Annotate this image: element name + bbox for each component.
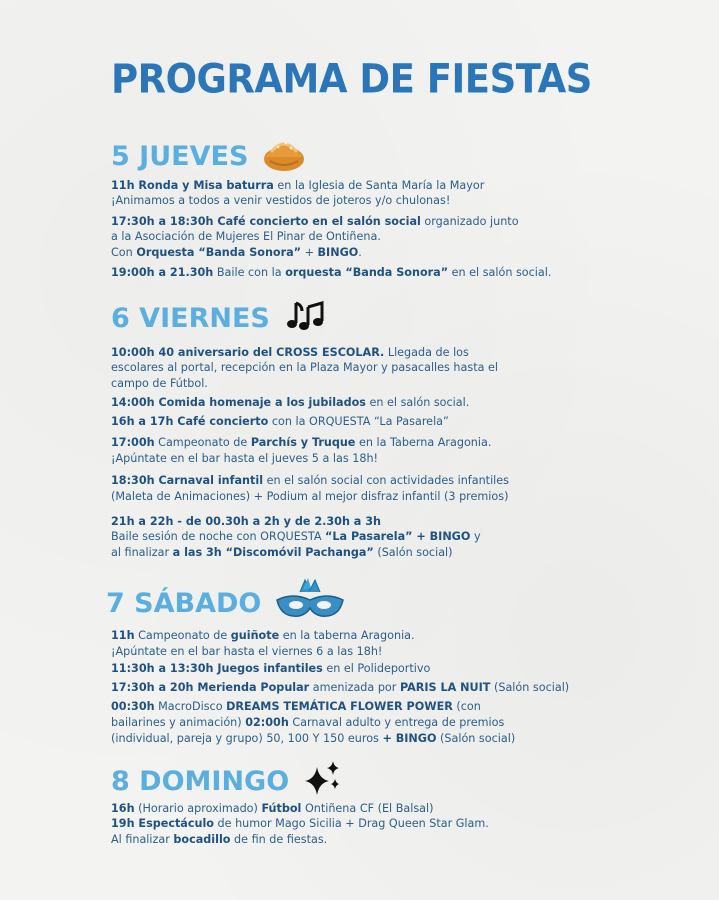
- entry-line: [111, 801, 434, 817]
- entry-text: .: [358, 246, 362, 259]
- entry-text: orquesta “Banda Sonora”: [285, 266, 449, 279]
- entry-line: [111, 395, 469, 411]
- entry-text: en el salón social con actividades infantiles: [263, 474, 509, 487]
- entry-text: (Salón social): [490, 681, 570, 694]
- entry-text: 17:00h: [111, 436, 155, 449]
- entry-text: 16h a 17h Café concierto: [111, 415, 269, 428]
- entry-line: [111, 715, 504, 731]
- page-title: PROGRAMA DE FIESTAS: [111, 56, 592, 103]
- entry-line: [111, 545, 453, 561]
- entry-text: (individual, pareja y grupo) 50, 100 Y 150 euros: [111, 732, 383, 745]
- entry-line: [111, 193, 450, 209]
- entry-text: 18:30h Carnaval infantil: [111, 474, 264, 487]
- entry-line: [111, 265, 551, 281]
- entry-text: (Salón social): [373, 546, 453, 559]
- entry-text: amenizada por: [309, 681, 400, 694]
- entry-text: 19h Espectáculo: [111, 817, 214, 830]
- entry-text: 11h Ronda y Misa baturra: [111, 179, 274, 192]
- entry-text: Campeonato de: [134, 629, 231, 642]
- entry-line: [111, 832, 327, 848]
- entry-line: [111, 680, 569, 696]
- entry-line: [111, 214, 519, 230]
- entry-text: Con: [111, 246, 137, 259]
- entry-line: [111, 699, 481, 715]
- entry-line: [111, 731, 515, 747]
- entry-text: y: [470, 530, 481, 543]
- day-heading-label: 5 JUEVES: [111, 141, 249, 172]
- entry-text: bailarines y animación): [111, 716, 246, 729]
- entry-text: Llegada de los: [384, 346, 469, 359]
- entry-text: 11:30h a 13:30h Juegos infantiles: [111, 662, 323, 675]
- entry-text: campo de Fútbol.: [111, 377, 208, 390]
- entry-text: 00:30h: [111, 700, 155, 713]
- entry-text: “La Pasarela” + BINGO: [325, 530, 471, 543]
- entry-text: al finalizar: [111, 546, 173, 559]
- entry-line: [111, 345, 469, 361]
- entry-line: [111, 414, 449, 430]
- entry-text: Al finalizar: [111, 833, 174, 846]
- entry-line: [111, 360, 498, 376]
- entry-text: 02:00h: [245, 716, 289, 729]
- carnival-mask-icon: [275, 578, 345, 629]
- entry-line: [111, 435, 491, 451]
- entry-text: (con: [452, 700, 481, 713]
- entry-line: [111, 644, 382, 660]
- entry-text: en el Polideportivo: [322, 662, 431, 675]
- entry-text: 17:30h a 20h Merienda Popular: [111, 681, 310, 694]
- entry-text: en la Iglesia de Santa María la Mayor: [273, 179, 485, 192]
- entry-line: [111, 178, 484, 194]
- day-heading-label: 6 VIERNES: [111, 303, 270, 334]
- entry-text: 10:00h 40 aniversario del CROSS ESCOLAR.: [111, 346, 385, 359]
- day-heading-label: 8 DOMINGO: [111, 766, 290, 797]
- day-heading-7-sabado: [106, 578, 345, 629]
- entry-text: (Salón social): [436, 732, 516, 745]
- entry-text: DREAMS TEMÁTICA FLOWER POWER: [226, 700, 453, 713]
- entry-line: [111, 245, 362, 261]
- entry-text: en la Taberna Aragonia.: [355, 436, 492, 449]
- entry-text: organizado junto: [420, 215, 519, 228]
- entry-text: +: [301, 246, 318, 259]
- entry-text: Ontiñena CF (El Balsal): [301, 802, 434, 815]
- entry-text: de humor Mago Sicilia + Drag Queen Star Glam.: [213, 817, 489, 830]
- bun-icon: [262, 133, 306, 180]
- entry-line: [111, 229, 381, 245]
- entry-text: 11h: [111, 629, 135, 642]
- entry-line: [111, 628, 415, 644]
- day-heading-6-viernes: [111, 297, 324, 340]
- entry-text: a la Asociación de Mujeres El Pinar de Ontiñena.: [111, 230, 381, 243]
- entry-text: ¡Apúntate en el bar hasta el viernes 6 a las 18h!: [111, 645, 383, 658]
- entry-text: con la ORQUESTA “La Pasarela”: [268, 415, 449, 428]
- entry-text: en la taberna Aragonia.: [279, 629, 415, 642]
- day-heading-label: 7 SÁBADO: [106, 588, 262, 619]
- entry-text: BINGO: [317, 246, 359, 259]
- entry-line: [111, 529, 481, 545]
- entry-line: [111, 661, 430, 677]
- sparkles-icon: [303, 759, 343, 804]
- entry-text: 17:30h a 18:30h Café concierto en el salón social: [111, 215, 421, 228]
- entry-text: Orquesta “Banda Sonora”: [136, 246, 302, 259]
- entry-text: 19:00h a 21.30h: [111, 266, 214, 279]
- entry-line: [111, 489, 508, 505]
- entry-text: bocadillo: [173, 833, 231, 846]
- day-heading-8-domingo: [111, 759, 343, 804]
- entry-text: 14:00h Comida homenaje a los jubilados: [111, 396, 366, 409]
- entry-text: de fin de fiestas.: [230, 833, 328, 846]
- entry-line: [111, 816, 489, 832]
- day-heading-5-jueves: [111, 133, 306, 180]
- entry-text: Fútbol: [261, 802, 302, 815]
- entry-text: Baile sesión de noche con ORQUESTA: [111, 530, 326, 543]
- entry-text: en el salón social.: [365, 396, 470, 409]
- entry-line: [111, 473, 509, 489]
- entry-text: (Horario aproximado): [134, 802, 262, 815]
- entry-text: 21h a 22h - de 00.30h a 2h y de 2.30h a 3h: [111, 515, 381, 528]
- entry-line: [111, 451, 378, 467]
- entry-line: [111, 376, 208, 392]
- entry-line: [111, 514, 381, 530]
- entry-text: ¡Animamos a todos a venir vestidos de joteros y/o chulonas!: [111, 194, 451, 207]
- entry-text: MacroDisco: [154, 700, 227, 713]
- entry-text: Baile con la: [213, 266, 286, 279]
- entry-text: en el salón social.: [448, 266, 552, 279]
- entry-text: a las 3h “Discomóvil Pachanga”: [172, 546, 374, 559]
- entry-text: guiñote: [230, 629, 280, 642]
- music-notes-icon: [284, 297, 324, 340]
- entry-text: PARIS LA NUIT: [399, 681, 491, 694]
- entry-text: + BINGO: [382, 732, 437, 745]
- entry-text: 16h: [111, 802, 135, 815]
- entry-text: Carnaval adulto y entrega de premios: [288, 716, 505, 729]
- entry-text: Parchís y Truque: [250, 436, 356, 449]
- entry-text: escolares al portal, recepción en la Plaza Mayor y pasacalles hasta el: [111, 361, 498, 374]
- entry-text: (Maleta de Animaciones) + Podium al mejor disfraz infantil (3 premios): [111, 490, 509, 503]
- entry-text: Campeonato de: [154, 436, 251, 449]
- entry-text: ¡Apúntate en el bar hasta el jueves 5 a las 18h!: [111, 452, 379, 465]
